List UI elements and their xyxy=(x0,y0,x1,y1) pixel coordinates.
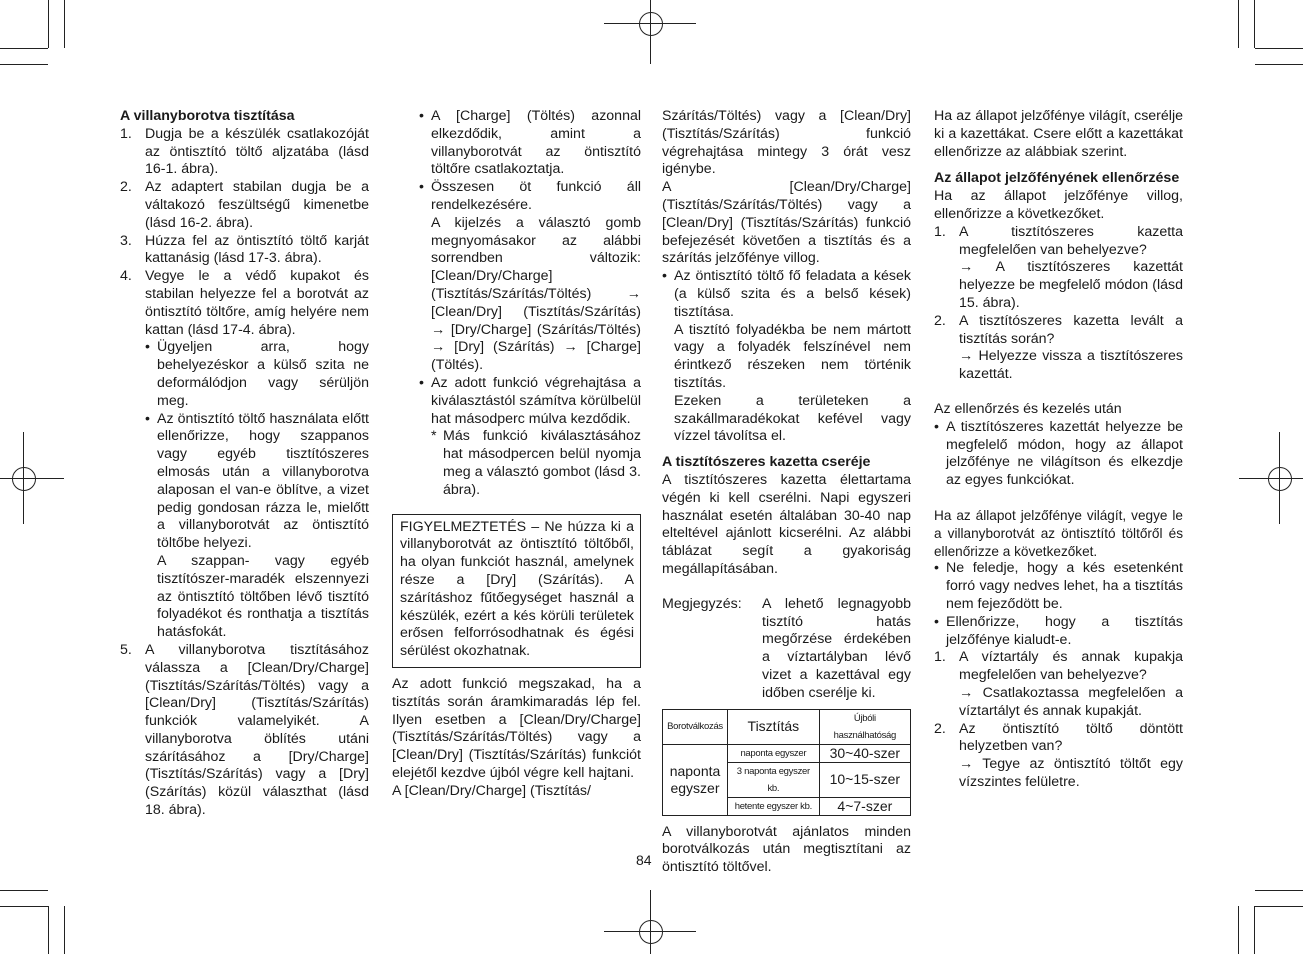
paragraph: Az adott funkció megszakad, ha a tisztítás során áramkimaradás lép fel. Ilyen esetben a [Clean/Dry/Charge] (Tisztítás/Szárítás/Töltés) vagy a [Clean/Dry] (Tisztítás/Szárítás) funkciót elejétől kezdve újból végre kell hajtani. xyxy=(392,675,641,781)
paragraph: A villanyborotvát ajánlatos minden borotválkozás után megtisztítani az öntisztító töltővel. xyxy=(662,823,911,876)
table-cell: 30~40-szer xyxy=(819,744,910,762)
table-cell: 10~15-szer xyxy=(819,762,910,797)
column-2 xyxy=(392,108,641,800)
column-4 xyxy=(934,108,1183,792)
paragraph: A [Clean/Dry/Charge] (Tisztítás/Szárítás/Töltés) vagy a [Clean/Dry] (Tisztítás/Szárítás) funkció befejezését követően a tisztítás és a szárítás jelzőfénye villog. xyxy=(662,179,911,267)
note: Megjegyzés: A lehető legnagyobb tisztító hatás megőrzése érdekében a víztartályban lévő vizet a kazettával egy időben cserélje ki. xyxy=(662,595,911,701)
column-3 xyxy=(662,108,911,877)
section-heading: Az állapot jelzőfényének ellenőrzése xyxy=(934,170,1180,187)
list-item: 1. A víztartály és annak kupakja megfelelően van behelyezve? → Csatlakoztassa megfelelően a víztartályt és annak kupakját. xyxy=(934,649,1183,719)
paragraph: Az ellenőrzés és kezelés után xyxy=(934,400,1122,417)
table-cell: 3 naponta egyszer kb. xyxy=(728,762,820,797)
bullet-item: • Az öntisztító töltő fő feladata a kések (a külső szita és a belső kések) tisztítása. xyxy=(662,268,911,320)
table-header: Újbóli használhatóság xyxy=(819,709,910,744)
section-heading: A tisztítószeres kazetta cseréje xyxy=(662,454,871,471)
paragraph: Ha az állapot jelzőfénye világít, vegye le a villanyborotvát az öntisztító töltőről és ellenőrizze a következőket. xyxy=(934,507,1183,559)
page-number: 84 xyxy=(636,852,652,868)
replacement-table xyxy=(662,709,911,816)
section-heading: A villanyborotva tisztítása xyxy=(120,108,295,124)
table-cell: naponta egyszer xyxy=(728,744,820,762)
bullet-continuation: A tisztító folyadékba be nem mártott vagy a folyadék felszínével nem érintkező részeken nem történik tisztítás. xyxy=(674,321,911,391)
paragraph: A [Clean/Dry/Charge] (Tisztítás/ xyxy=(392,782,591,799)
bullet-item: • Az öntisztító töltő használata előtt ellenőrizze, hogy szappanos vagy egyéb tisztítószeres elmosás után a villanyborotva alaposan el van-e öblítve, a vizet pedig gondosan rázza le, mielőtt a villanyborotvát az öntisztító töltőbe helyezi. xyxy=(145,410,369,552)
paragraph: Ha az állapot jelzőfénye villog, ellenőrizze a következőket. xyxy=(934,188,1183,222)
list-item: 2. Az adaptert stabilan dugja be a váltakozó feszültségű kimenetbe (lásd 16-2. ábra). xyxy=(120,179,369,231)
list-item: 2. Az öntisztító töltő döntött helyzetben van? → Tegye az öntisztító töltőt egy vízszintes felületre. xyxy=(934,720,1183,790)
table-row-label: naponta egyszer xyxy=(663,744,728,815)
bullet-item: • A [Charge] (Töltés) azonnal elkezdődik, amint a villanyborotvát az öntisztító töltőre csatlakoztatja. xyxy=(419,108,641,178)
star-note: * Más funkció kiválasztásához hat másodpercen belül nyomja meg a választó gombot (lásd 3. ábra). xyxy=(431,428,641,498)
table-cell: 4~7-szer xyxy=(819,797,910,815)
list-item: 1. A tisztítószeres kazetta megfelelően van behelyezve? → A tisztítószeres kazettát helyezze be megfelelő módon (lásd 15. ábra). xyxy=(934,223,1183,311)
table-header: Borotválkozás xyxy=(663,709,728,744)
bullet-item: • Az adott funkció végrehajtása a kiválasztástól számítva körülbelül hat másodperc múlva kezdődik. xyxy=(419,374,641,427)
bullet-continuation: A szappan- vagy egyéb tisztítószer-maradék elszennyezi az öntisztító töltőben lévő tisztító folyadékot és ronthatja a tisztítás hatásfokát. xyxy=(157,552,369,641)
list-item: 4. Vegye le a védő kupakot és stabilan helyezze fel a borotvát az öntisztító töltőre, amíg helyére nem kattan (lásd 17-4. ábra). xyxy=(120,268,369,338)
list-item: 2. A tisztítószeres kazetta levált a tisztítás során? → Helyezze vissza a tisztítószeres kazettát. xyxy=(934,312,1183,383)
bullet-continuation: A kijelzés a választó gomb megnyomásakor az alábbi sorrendben változik: [Clean/Dry/Charge] (Tisztítás/Szárítás/Töltés) → [Clean/Dry] (Tisztítás/Szárítás) → [Dry/Charge] (Szárítás/Töltés) → [Dry] (Szárítás) → [Charge] (Töltés). xyxy=(431,214,641,374)
bullet-continuation: Ezeken a területeken a szakállmaradékokat kefével vagy vízzel távolítsa el. xyxy=(674,392,911,445)
paragraph: Szárítás/Töltés) vagy a [Clean/Dry] (Tisztítás/Szárítás) funkció végrehajtása mintegy 3 órát vesz igénybe. xyxy=(662,108,911,178)
column-1 xyxy=(120,108,369,820)
bullet-item: • A tisztítószeres kazettát helyezze be megfelelő módon, hogy az állapot jelzőfénye ne világítson és elkezdje az egyes funkciókat. xyxy=(934,418,1183,489)
list-item: 1. Dugja be a készülék csatlakozóját az öntisztító töltő aljzatába (lásd 16-1. ábra). xyxy=(120,125,369,178)
bullet-item: • Összesen öt funkció áll rendelkezésére. xyxy=(419,179,641,213)
table-header: Tisztítás xyxy=(728,709,820,744)
bullet-item: • Ellenőrizze, hogy a tisztítás jelzőfénye kialudt-e. xyxy=(934,613,1183,648)
list-item: 3. Húzza fel az öntisztító töltő karját kattanásig (lásd 17-3. ábra). xyxy=(120,232,369,267)
bullet-item: • Ne feledje, hogy a kés esetenként forró vagy nedves lehet, ha a tisztítás nem fejeződött be. xyxy=(934,560,1183,612)
bullet-item: • Ügyeljen arra, hogy behelyezéskor a külső szita ne deformálódjon vagy sérüljön meg. xyxy=(145,339,369,409)
paragraph: A tisztítószeres kazetta élettartama végén ki kell cserélni. Napi egyszeri használat esetén általában 30-40 nap elteltével ajánlott kicserélni. Az alábbi táblázat segít a gyakoriság megállapításában. xyxy=(662,471,911,577)
warning-text: FIGYELMEZTETÉS – Ne húzza ki a villanyborotvát az öntisztító töltőből, ha olyan funkciót használ, amelynek része a [Dry] (Szárítás). A szárításhoz fűtőegységet használ a készülék, ezért a kés körüli területek erősen felforrósodhatnak és égési sérülést okozhatnak. xyxy=(400,518,634,660)
warning-box xyxy=(392,514,641,668)
paragraph: Ha az állapot jelzőfénye világít, cserélje ki a kazettákat. Csere előtt a kazettákat ellenőrizze az alábbiak szerint. xyxy=(934,108,1183,160)
table-cell: hetente egyszer kb. xyxy=(728,797,820,815)
list-item: 5. A villanyborotva tisztításához válassza a [Clean/Dry/Charge] (Tisztítás/Szárítás/Töltés) vagy a [Clean/Dry] (Tisztítás/Szárítás) funkciók valamelyikét. A villanyborotva öblítés utáni szárításához a [Dry/Charge] (Tisztítás/Szárítás) vagy a [Dry] (Szárítás) közül választhat (lásd 18. ábra). xyxy=(120,641,369,819)
